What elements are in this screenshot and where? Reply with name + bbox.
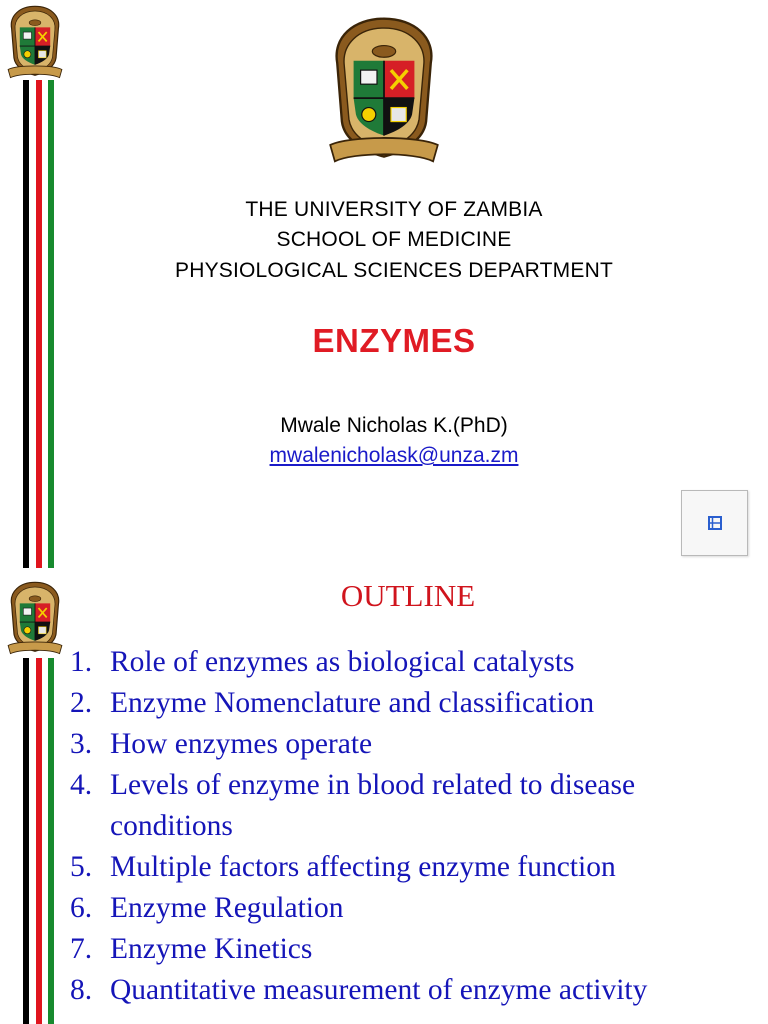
school-name: SCHOOL OF MEDICINE [276,228,512,251]
list-item [70,765,760,847]
embedded-media-button[interactable] [681,490,748,556]
item-text: Enzyme Regulation [110,892,344,924]
slide-title: ENZYMES [312,322,476,359]
item-text: How enzymes operate [110,728,373,760]
list-item [70,970,760,1011]
item-number: 6. [70,892,93,924]
author-email-link[interactable]: mwalenicholask@unza.zm [269,444,519,467]
item-text: Role of enzymes as biological catalysts [110,646,575,678]
list-item [70,683,760,724]
item-number: 5. [70,851,93,883]
red-stripe [36,658,42,1024]
university-crest-icon [317,14,451,166]
author-name: Mwale Nicholas K.(PhD) [280,414,508,437]
list-item [70,642,760,683]
outline-slide [0,578,768,1024]
item-number: 8. [70,974,93,1006]
list-item [70,724,760,765]
item-number: 2. [70,687,93,719]
item-text: Multiple factors affecting enzyme function [110,851,616,883]
outline-title: OUTLINE [340,578,476,613]
list-item [70,847,760,888]
item-text: Quantitative measurement of enzyme activity [110,974,648,1006]
film-icon [707,515,723,531]
item-number: 1. [70,646,93,678]
list-item [70,929,760,970]
university-seal-icon [4,4,66,80]
item-number: 7. [70,933,93,965]
black-stripe [23,658,29,1024]
outline-list [70,642,760,1011]
item-text: Enzyme Kinetics [110,933,313,965]
item-text: Enzyme Nomenclature and classification [110,687,595,719]
flag-stripes [20,658,58,1024]
item-text: Levels of enzyme in blood related to disease conditions [110,769,636,842]
institution-name: THE UNIVERSITY OF ZAMBIA [245,198,543,221]
green-stripe [48,658,54,1024]
item-number: 4. [70,769,93,801]
department-name: PHYSIOLOGICAL SCIENCES DEPARTMENT [175,259,613,282]
list-item [70,888,760,929]
item-number: 3. [70,728,93,760]
